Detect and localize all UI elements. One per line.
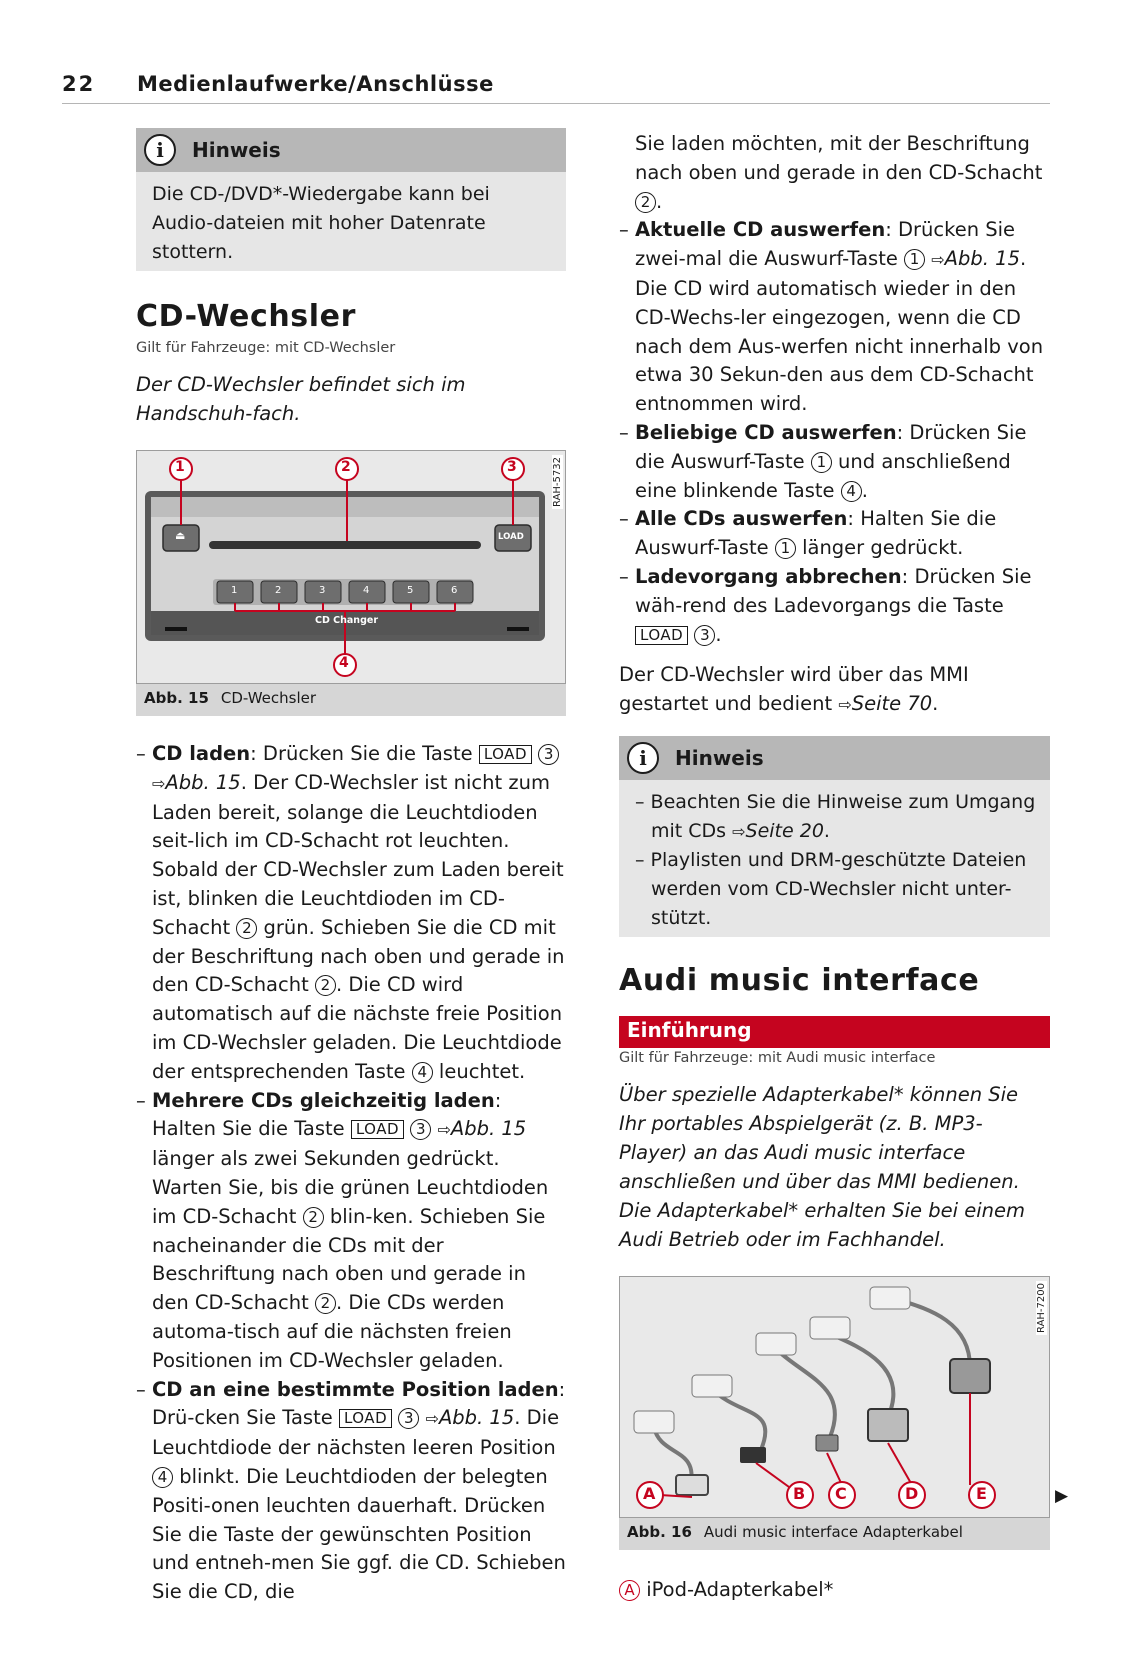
callout-d: D <box>905 1483 919 1503</box>
intro-text-ami: Über spezielle Adapterkabel* können Sie Ihr portables Abspielgerät (z. B. MP3-Player) an das Audi music interface anschließen und über das MMI bedienen. Die Adapterkabel* erhalten Sie bei einem Audi Betrieb oder im Fachhandel. <box>619 1082 1026 1251</box>
note-header <box>136 128 566 172</box>
note-body <box>619 780 1050 937</box>
left-column <box>136 128 566 1607</box>
slot-4-label: 4 <box>363 585 370 596</box>
load-button-label: LOAD <box>498 532 524 542</box>
section-title: CD-Wechsler <box>136 299 356 334</box>
note-box-right <box>619 736 1050 937</box>
instruction-list <box>136 740 566 1607</box>
list-item: – Mehrere CDs gleichzeitig laden: Halten Sie die Taste LOAD 3 ⇨Abb. 15 länger als zwei Sekunden gedrückt. Warten Sie, bis die grünen Leuchtdioden im CD-Schacht 2 blin-ken. Schieben Sie nacheinander die CDs mit der Beschriftung nach oben und gerade in den CD-Schacht 2 . Die CDs werden automa-tisch auf die nächsten freien Positionen im CD-Wechsler geladen. <box>136 1088 549 1372</box>
callout-e: E <box>976 1483 987 1503</box>
load-key: LOAD <box>351 1120 404 1139</box>
callout-c: C <box>835 1483 847 1503</box>
figure-number: Abb. 15 <box>144 689 209 707</box>
load-key: LOAD <box>339 1409 392 1428</box>
section-title-ami: Audi music interface <box>619 962 980 998</box>
cd-changer-illustration <box>137 451 567 685</box>
note-item: – Playlisten und DRM-geschützte Dateien werden vom CD-Wechsler nicht unter-stützt. <box>635 848 1027 929</box>
slot-5-label: 5 <box>407 585 414 596</box>
note-header <box>619 736 1050 780</box>
load-key: LOAD <box>635 626 688 645</box>
note-title: Hinweis <box>675 745 764 770</box>
legend-item <box>619 1576 1050 1605</box>
slot-3-label: 3 <box>319 585 326 596</box>
adapter-cables-illustration <box>620 1277 1048 1517</box>
figure-number: Abb. 16 <box>627 1522 692 1541</box>
callout-4: 4 <box>339 655 349 671</box>
figure-caption-text: CD-Wechsler <box>220 689 317 707</box>
load-key: LOAD <box>479 745 532 764</box>
intro-text: Der CD-Wechsler befindet sich im Handschuh-fach. <box>136 373 466 425</box>
mmi-text: Der CD-Wechsler wird über das MMI gestartet und bedient ⇨Seite 70. <box>619 663 969 716</box>
figure-caption <box>619 1518 1050 1550</box>
slot-2-label: 2 <box>275 585 282 596</box>
instruction-list-right <box>619 216 1050 649</box>
subsection-bar: Einführung <box>619 1016 1050 1048</box>
info-icon: i <box>144 134 176 166</box>
callout-1: 1 <box>175 459 185 475</box>
chapter-title: Medienlaufwerke/Anschlüsse <box>137 72 494 96</box>
figure-cd-changer <box>136 450 566 684</box>
figure-code: RAH-5732 <box>552 457 563 507</box>
legend-letter: A <box>619 1580 640 1601</box>
list-item: – Ladevorgang abbrechen: Drücken Sie wäh-rend des Ladevorgangs die Taste LOAD 3 . <box>619 564 1032 646</box>
note-box <box>136 128 566 271</box>
slot-6-label: 6 <box>451 585 458 596</box>
figure-code: RAH-7200 <box>1036 1282 1047 1333</box>
callout-b: B <box>793 1483 806 1503</box>
list-item: – Beliebige CD auswerfen: Drücken Sie die Auswurf-Taste 1 und anschließend eine blinkende Taste 4 . <box>619 420 1027 502</box>
eject-icon: ⏏ <box>175 529 186 542</box>
figure-adapter-cables <box>619 1276 1050 1518</box>
callout-3: 3 <box>507 459 517 475</box>
note-text: Die CD-/DVD*-Wiedergabe kann bei Audio-dateien mit hoher Datenrate stottern. <box>152 183 490 263</box>
figure-caption <box>136 684 566 716</box>
applies-to: Gilt für Fahrzeuge: mit CD-Wechsler <box>136 340 396 356</box>
legend-text: iPod-Adapterkabel* <box>646 1577 834 1601</box>
note-item: – Beachten Sie die Hinweise zum Umgang mit CDs ⇨Seite 20. <box>635 790 1036 842</box>
right-column <box>619 130 1050 1605</box>
figure-caption-text: Audi music interface Adapterkabel <box>703 1522 963 1541</box>
page-header <box>62 70 1050 104</box>
list-item: – CD laden: Drücken Sie die Taste LOAD 3 ⇨Abb. 15. Der CD-Wechsler ist nicht zum Laden bereit, solange die Leuchtdioden seit-lich im CD-Schacht rot leuchten. Sobald der CD-Wechsler zum Laden bereit ist, blinken die Leuchtdioden im CD-Schacht 2 grün. Schieben Sie die CD mit der Beschriftung nach oben und gerade in den CD-Schacht 2 . Die CD wird automatisch auf die nächste freie Position im CD-Wechsler geladen. Die Leuchtdiode der entsprechenden Taste 4 leuchtet. <box>136 742 565 1083</box>
panel-label: CD Changer <box>315 615 379 626</box>
list-item: – Alle CDs auswerfen: Halten Sie die Auswurf-Taste 1 länger gedrückt. <box>619 507 997 560</box>
page-number: 22 <box>62 72 96 96</box>
slot-1-label: 1 <box>231 585 238 596</box>
applies-to-ami: Gilt für Fahrzeuge: mit Audi music interface <box>619 1049 936 1066</box>
callout-a: A <box>643 1483 656 1503</box>
continue-arrow-icon: ▶ <box>1055 1486 1069 1506</box>
info-icon: i <box>627 742 659 774</box>
continuation-text: Sie laden möchten, mit der Beschriftung nach oben und gerade in den CD-Schacht 2 . <box>635 132 1043 213</box>
callout-2: 2 <box>341 459 351 475</box>
list-item: – Aktuelle CD auswerfen: Drücken Sie zwei-mal die Auswurf-Taste 1 ⇨Abb. 15. Die CD wird automatisch wieder in den CD-Wechs-ler eingezogen, wenn die CD nach dem Aus-werfen nicht innerhalb von etwa 30 Sekun-den aus dem CD-Schacht entnommen wird. <box>619 218 1044 416</box>
note-title: Hinweis <box>192 138 281 162</box>
list-item: – CD an eine bestimmte Position laden: Drü-cken Sie Taste LOAD 3 ⇨Abb. 15. Die Leuchtdiode der nächsten leeren Position 4 blinkt. Die Leuchtdioden der belegten Positi-onen leuchten dauerhaft. Drücken Sie die Taste der gewünschten Position und entneh-men Sie ggf. die CD. Schieben Sie die CD, die <box>136 1377 566 1604</box>
